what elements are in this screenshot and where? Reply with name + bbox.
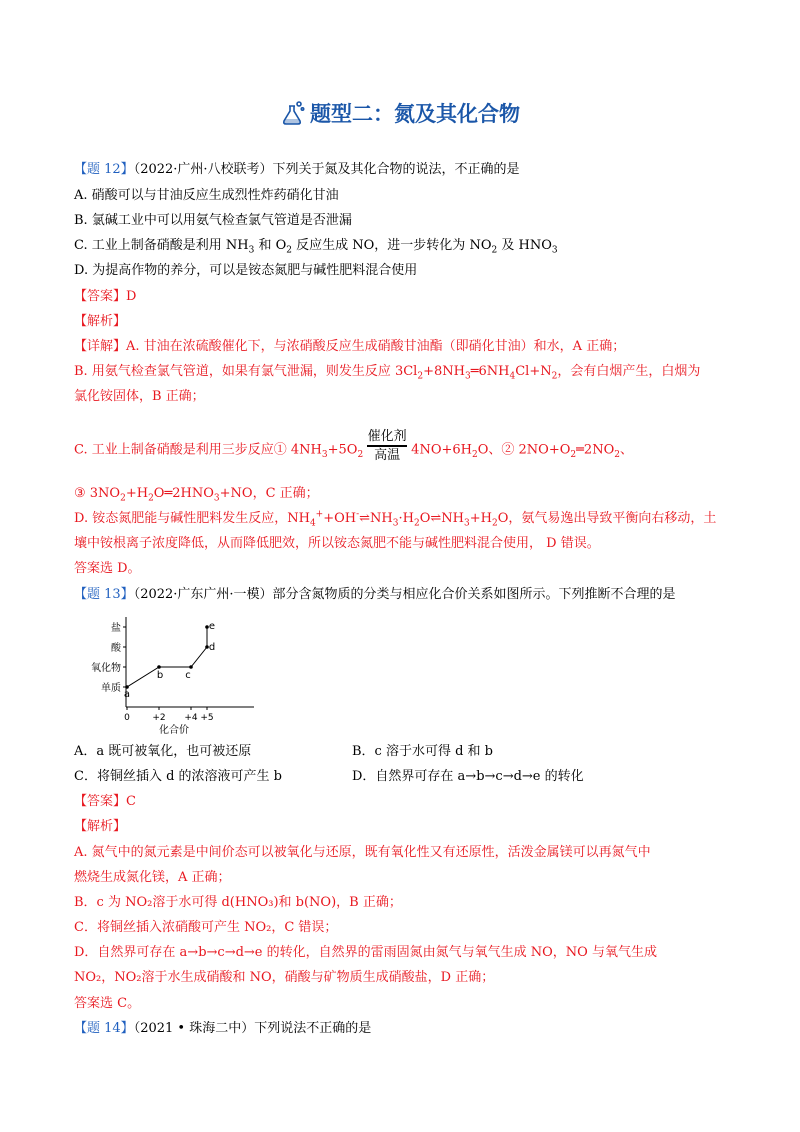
y-tick-label: 单质 — [101, 683, 121, 694]
q13-exp-b: B．c 为 NO₂溶于水可得 d(HNO₃)和 b(NO)，B 正确； — [74, 895, 402, 910]
q13-option-b: B．c 溶于水可得 d 和 b — [352, 744, 494, 759]
x-tick-label: +2 — [152, 713, 166, 723]
x-tick-label: +4 — [184, 713, 198, 723]
q13-stem: 【题 13】（2022·广东广州·一模）部分含氮物质的分类与相应化合价关系如图所示。下列推断不合理的是 — [74, 587, 676, 602]
valence-chart — [74, 612, 274, 737]
x-axis-label: 化合价 — [159, 725, 189, 736]
q13-exp-a-cont: 燃烧生成氮化镁，A 正确； — [74, 870, 231, 885]
q13-answer: 【答案】C — [74, 794, 136, 809]
question-tag: 【题 14】 — [74, 1021, 134, 1036]
q12-option-b: B. 氯碱工业中可以用氨气检查氯气管道是否泄漏 — [74, 213, 352, 228]
x-tick-label: +5 — [200, 713, 214, 723]
y-tick-label: 盐 — [111, 623, 121, 634]
q12-detail-c-cont: ③ $3NO_2+H_2O═2HNO_3+NO$，C 正确； — [74, 486, 319, 504]
question-tag: 【题 13】 — [74, 587, 134, 602]
q13-exp-c: C．将铜丝插入浓硝酸可产生 NO₂，C 错误； — [74, 920, 338, 935]
point-label-b: b — [156, 670, 164, 681]
q13-conclusion: 答案选 C。 — [74, 996, 141, 1011]
point-label-d: d — [208, 642, 216, 653]
page-title: 题型二：氮及其化合物 — [0, 98, 800, 128]
q13-exp-d: D．自然界可存在 a→b→c→d→e 的转化，自然界的雷雨固氮由氮气与氧气生成 NO，NO 与氧气生成 — [74, 945, 657, 960]
q12-detail-b: B. 用氨气检查氯气管道，如果有氯气泄漏，则发生反应 $3Cl_2+8NH_3═6NH_4Cl+N_2$，会有白烟产生，白烟为 — [74, 364, 701, 382]
q12-answer: 【答案】D — [74, 289, 137, 304]
point-label-e: e — [208, 621, 216, 632]
q13-option-c: C．将铜丝插入 d 的浓溶液可产生 b — [74, 769, 282, 784]
y-tick-label: 氧化物 — [91, 663, 121, 674]
y-tick-label: 酸 — [111, 643, 121, 654]
x-tick-label: 0 — [124, 713, 130, 723]
question-tag: 【题 12】 — [74, 162, 134, 177]
q12-option-c: C. 工业上制备硝酸是利用 $NH_3$ 和 $O_2$ 反应生成 NO，进一步转化为 $NO_2$ 及 $HNO_3$ — [74, 238, 558, 256]
q12-detail-b-cont: 氯化铵固体，B 正确； — [74, 389, 205, 404]
q12-option-a: A. 硝酸可以与甘油反应生成烈性炸药硝化甘油 — [74, 188, 339, 203]
q14-stem: 【题 14】（2021 • 珠海二中）下列说法不正确的是 — [74, 1021, 372, 1036]
q12-stem: 【题 12】（2022·广州·八校联考）下列关于氮及其化合物的说法，不正确的是 — [74, 162, 520, 177]
q13-exp-d-cont: NO₂，NO₂溶于水生成硝酸和 NO，硝酸与矿物质生成硝酸盐，D 正确； — [74, 970, 495, 985]
q12-detail-c: C. 工业上制备硝酸是利用三步反应① $4NH_3+5O_2$ 催化剂 高温 $4NO+6H_2O$、② $2NO+O_2═2NO_2$、 — [74, 429, 633, 463]
point-b — [157, 665, 161, 669]
q13-exp-a: A. 氮气中的氮元素是中间价态可以被氧化与还原，既有氧化性又有还原性，活泼金属镁可以再氮气中 — [74, 845, 651, 860]
q13-option-d: D．自然界可存在 a→b→c→d→e 的转化 — [352, 769, 584, 784]
q12-detail-a: 【详解】A. 甘油在浓硫酸催化下，与浓硝酸反应生成硝酸甘油酯（即硝化甘油）和水，A 正确； — [74, 339, 626, 354]
q12-option-d: D. 为提高作物的养分，可以是铵态氮肥与碱性肥料混合使用 — [74, 263, 418, 278]
reaction-condition: 催化剂 高温 — [367, 429, 407, 463]
point-label-a: a — [123, 689, 131, 700]
flask-icon — [280, 100, 306, 126]
q12-detail-d-cont: 壤中铵根离子浓度降低，从而降低肥效，所以铵态氮肥不能与碱性肥料混合使用， D 错误。 — [74, 536, 600, 551]
point-label-c: c — [185, 670, 191, 681]
q13-analysis: 【解析】 — [74, 819, 127, 834]
q12-analysis: 【解析】 — [74, 314, 127, 329]
series-line — [127, 627, 207, 687]
q12-conclusion: 答案选 D。 — [74, 561, 141, 576]
q12-detail-d: D. 铵态氮肥能与碱性肥料发生反应，$NH_4^++OH^-\rightleftharpoons NH_3\cdot H_2O\rightleftharpoons NH_3+H_2O$，氨气易逸出导致平衡向右移动，土 — [74, 509, 717, 529]
point-c — [189, 665, 193, 669]
q13-option-a: A．a 既可被氧化，也可被还原 — [74, 744, 252, 759]
